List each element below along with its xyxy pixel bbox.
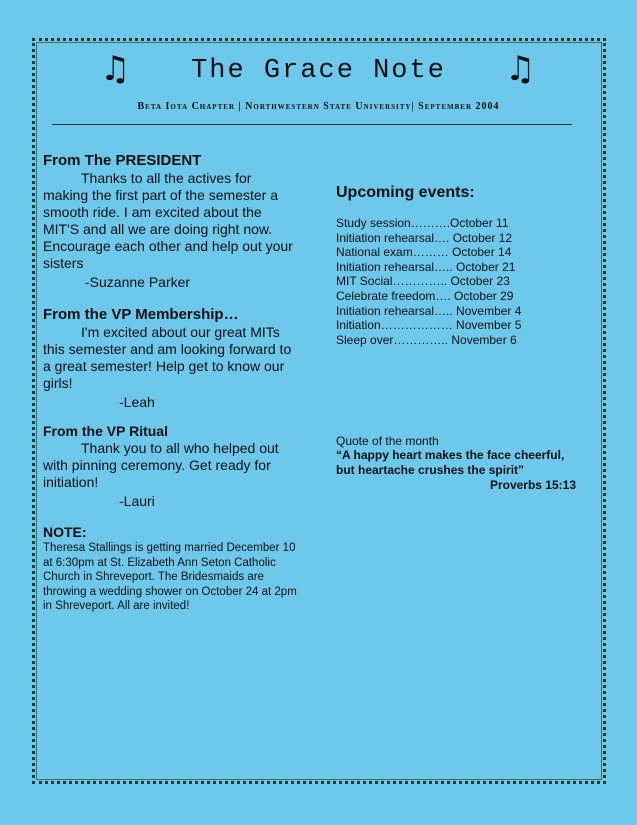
newsletter-subtitle: Beta Iota Chapter | Northwestern State University| September 2004 [137, 101, 500, 112]
vp-ritual-section [43, 422, 298, 509]
event-item: Celebrate freedom…. October 29 [336, 288, 514, 303]
section-body: Thank you to all who helped out with pinning ceremony. Get ready for initiation! [43, 440, 279, 490]
signature: -Leah [119, 394, 155, 410]
section-heading: NOTE: [43, 524, 87, 540]
left-column [43, 152, 298, 614]
event-item: Initiation rehearsal….. October 21 [336, 259, 516, 274]
header-divider [52, 124, 572, 125]
music-note-icon: ♫ [100, 49, 131, 89]
events-section [336, 184, 521, 347]
section-body: I'm excited about our great MITs this semester and am looking forward to a great semester! Help get to know our girls! [43, 324, 292, 391]
event-item: MIT Social………….. October 23 [336, 274, 510, 289]
event-item: Sleep over………….. November 6 [336, 332, 517, 347]
event-item: Study session……….October 11 [336, 216, 509, 230]
newsletter-title: The Grace Note [191, 56, 446, 86]
quote-section [336, 434, 578, 492]
event-item: Initiation rehearsal…. October 12 [336, 230, 513, 245]
event-item: Initiation……………… November 5 [336, 318, 522, 333]
section-heading: From the VP Membership… [43, 306, 239, 323]
signature: -Suzanne Parker [85, 274, 191, 290]
section-body: Thanks to all the actives for making the first part of the semester a smooth ride. I am excited about the MIT'S and all we are doing right now. Encourage each other and help out your sisters [43, 170, 293, 271]
quote-heading: Quote of the month [336, 434, 439, 448]
president-section [43, 152, 298, 290]
vp-membership-section [43, 306, 298, 410]
events-heading: Upcoming events: [336, 184, 475, 201]
music-note-icon: ♫ [505, 49, 536, 89]
section-body: Theresa Stallings is getting married December 10 at 6:30pm at St. Elizabeth Ann Seton Catholic Church in Shreveport. The Bridesmaids are throwing a wedding shower on October 24 at 2pm in Shreveport. All are invited! [43, 542, 297, 612]
section-heading: From the VP Ritual [43, 423, 168, 439]
quote-text: “A happy heart makes the face cheerful, but heartache crushes the spirit” [336, 448, 565, 477]
section-heading: From The PRESIDENT [43, 152, 202, 169]
events-list [336, 216, 521, 347]
event-item: National exam……… October 14 [336, 245, 512, 260]
note-section [43, 523, 298, 614]
signature: -Lauri [119, 493, 155, 509]
quote-source: Proverbs 15:13 [489, 478, 576, 492]
event-item: Initiation rehearsal….. November 4 [336, 303, 522, 318]
